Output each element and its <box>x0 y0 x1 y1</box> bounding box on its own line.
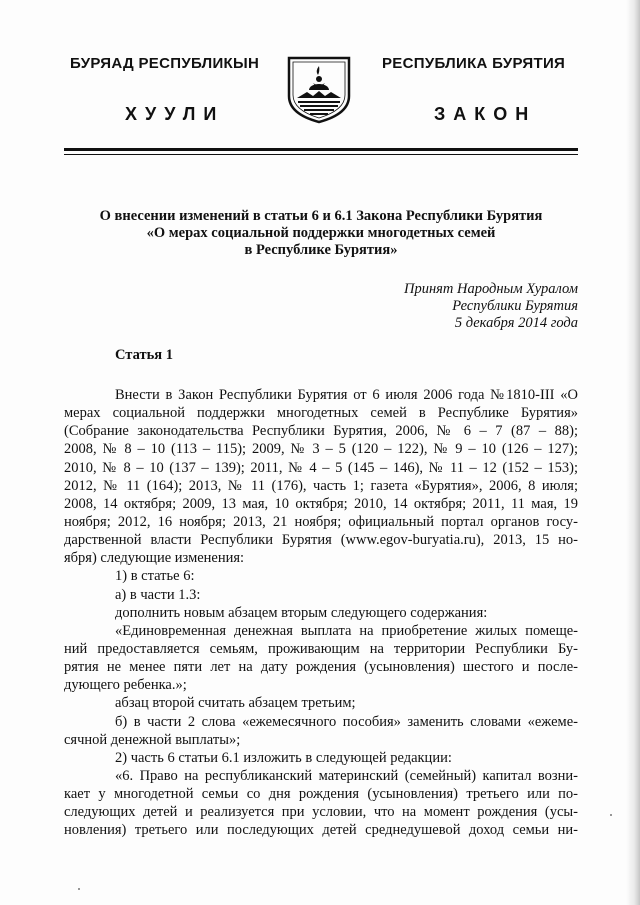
scan-speck <box>78 888 80 890</box>
body-line: 2008, 14 октября; 2009, 13 мая, 10 октября; 2010, 14 октября; 2011, 11 мая, 19 <box>64 495 578 512</box>
article-heading: Статья 1 <box>115 347 173 363</box>
page-edge-shadow <box>626 0 640 905</box>
law-title-line: О внесении изменений в статьи 6 и 6.1 Закона Республики Бурятия <box>99 208 543 224</box>
body-line: «6. Право на республиканский материнский (семейный) капитал возни- <box>115 767 578 784</box>
body-line: 2008, № 8 – 10 (113 – 115); 2009, № 3 – 5 (120 – 122), № 9 – 10 (126 – 127); <box>64 441 578 458</box>
article-body <box>64 386 578 840</box>
body-line: абзац второй считать абзацем третьим; <box>115 695 356 712</box>
header-left-subtitle: ХУУЛИ <box>125 104 225 124</box>
body-line: сячной денежной выплаты»; <box>64 731 241 748</box>
body-line: 2) часть 6 статьи 6.1 изложить в следующей редакции: <box>115 749 452 766</box>
law-title-line: «О мерах социальной поддержки многодетных семей <box>146 225 496 241</box>
body-line: 1) в статье 6: <box>115 568 195 585</box>
header-rule-thin <box>64 154 578 155</box>
body-line: мерах социальной поддержки многодетных семей в Республике Бурятия» <box>64 405 578 422</box>
body-line: б) в части 2 слова «ежемесячного пособия» заменить словами «ежеме- <box>115 713 578 730</box>
body-line: дующего ребенка.»; <box>64 677 187 694</box>
body-line: Внести в Закон Республики Бурятия от 6 июля 2006 года №1810-III «О <box>115 387 578 403</box>
body-line: ний предоставляется семьям, проживающим на территории Республики Бу- <box>64 640 578 657</box>
body-line: следующих детей и реализуется при условии, что на момент рождения (усы- <box>64 804 578 821</box>
body-line: дополнить новым абзацем вторым следующего содержания: <box>115 604 488 621</box>
body-line: ября) следующие изменения: <box>64 550 245 567</box>
body-line: кает у многодетной семьи со дня рождения (усыновления) третьего или по- <box>64 786 578 803</box>
header-rule-thick <box>64 148 578 151</box>
body-line: 2012, № 11 (164); 2013, № 11 (176), часть 1; газета «Бурятия», 2006, 8 июля; <box>64 477 578 494</box>
body-line: (Собрание законодательства Республики Бурятия, 2006, № 6 – 7 (87 – 88); <box>64 423 578 440</box>
adoption-line: 5 декабря 2014 года <box>454 315 578 331</box>
header-right-subtitle: ЗАКОН <box>434 104 537 124</box>
law-title-line: в Республике Бурятия» <box>244 242 398 258</box>
law-title <box>64 208 578 259</box>
body-line: дарственной власти Республики Бурятия (www.egov-buryatia.ru), 2013, 15 но- <box>64 532 578 549</box>
adoption-line: Принят Народным Хуралом <box>403 281 578 297</box>
body-line: ноября; 2012, 16 ноября; 2013, 21 ноября; официальный портал органов госу- <box>64 513 578 530</box>
body-line: новления) третьего или последующих детей среднедушевой доход семьи ни- <box>64 822 578 839</box>
scan-speck <box>610 814 612 816</box>
adoption-note <box>404 281 578 332</box>
body-line: 2010, № 8 – 10 (137 – 139); 2011, № 4 – 5 (145 – 146), № 11 – 12 (152 – 153); <box>64 459 578 476</box>
coat-of-arms-icon <box>285 52 353 124</box>
body-line: «Единовременная денежная выплата на приобретение жилых помеще- <box>115 622 578 639</box>
header-right-title: РЕСПУБЛИКА БУРЯТИЯ <box>382 55 566 72</box>
body-line: а) в части 1.3: <box>115 586 201 603</box>
header-left-title: БУРЯАД РЕСПУБЛИКЫН <box>70 55 260 72</box>
body-line: рятия не менее пяти лет на дату рождения (усыновления) шестого и после- <box>64 659 578 676</box>
adoption-line: Республики Бурятия <box>452 298 578 314</box>
